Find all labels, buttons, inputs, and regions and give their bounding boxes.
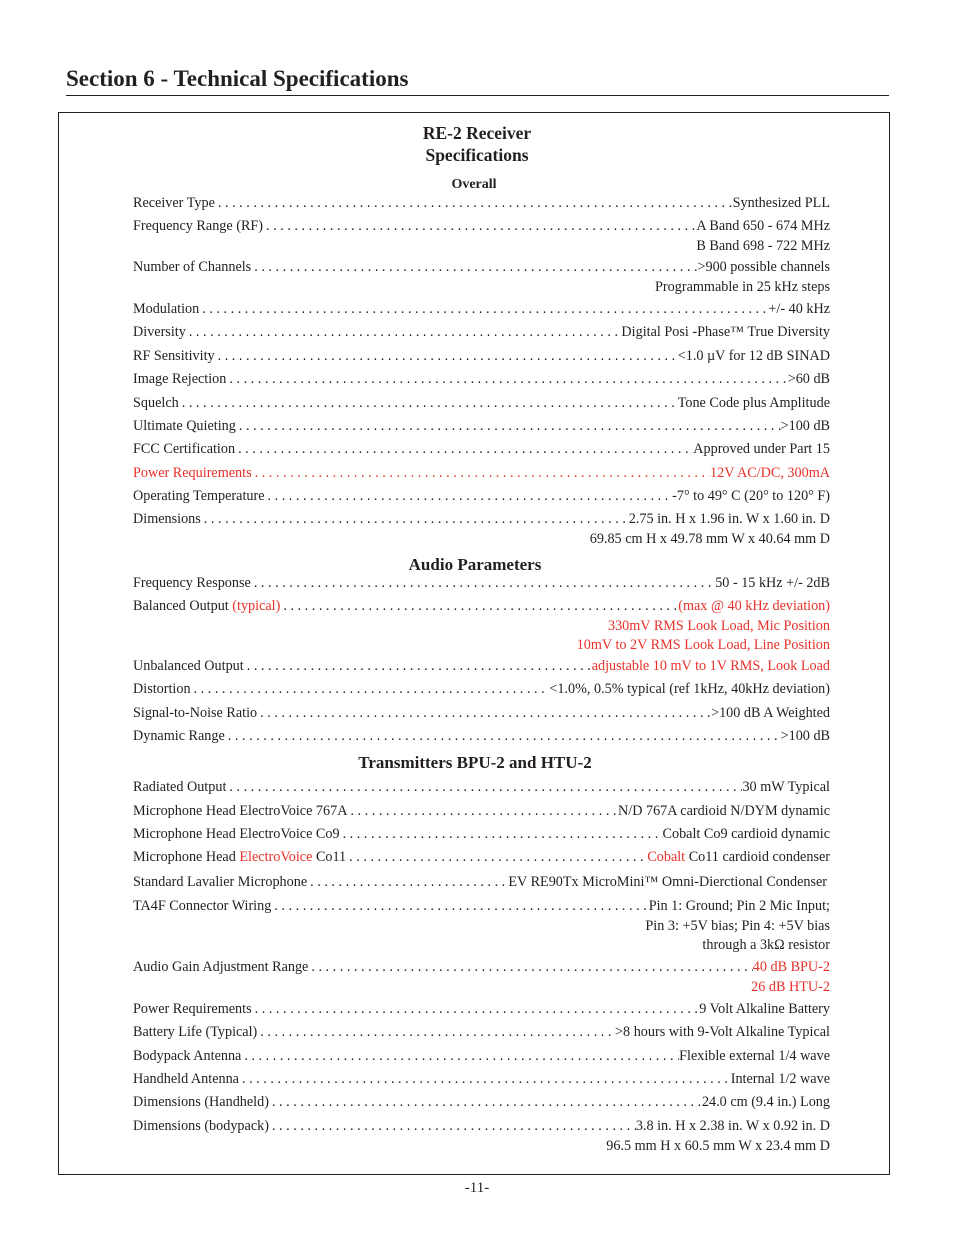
spec-label: Frequency Range (RF) (133, 218, 264, 234)
spec-label-brand: ElectroVoice (239, 849, 313, 865)
spec-label: Dimensions (bodypack) (133, 1118, 269, 1134)
receiver-heading-line-1: RE-2 Receiver (422, 123, 532, 143)
spec-label: Battery Life (Typical) (133, 1024, 258, 1040)
title-divider (66, 95, 889, 96)
spec-value-brand: Cobalt (647, 849, 686, 865)
leader-dots (236, 417, 781, 437)
spec-label: Unbalanced Output (133, 658, 244, 674)
receiver-heading-line-2: Specifications (425, 145, 529, 165)
spec-label-text: Microphone Head (133, 849, 236, 865)
spec-value: Approved under Part 15 (693, 441, 830, 457)
leader-dots (347, 802, 618, 822)
leader-dots (215, 194, 733, 214)
leader-dots (257, 1023, 615, 1043)
spec-value: 9 Volt Alkaline Battery (699, 1001, 830, 1017)
audio-parameters-heading: Audio Parameters (408, 555, 542, 574)
spec-value-continued: 330mV RMS Look Load, Mic Position (607, 617, 830, 634)
leader-dots (252, 464, 710, 484)
spec-row-balanced-output (133, 597, 830, 656)
spec-value-continued: 26 dB HTU-2 (751, 978, 830, 995)
page-number: -11- (464, 1180, 490, 1196)
spec-label: Power Requirements (133, 465, 252, 481)
spec-value-text: Co11 cardioid condenser (688, 849, 830, 865)
spec-value: >100 dB A Weighted (711, 705, 830, 721)
spec-value-continued: Programmable in 25 kHz steps (655, 278, 830, 295)
spec-row-ultimate-quieting (133, 417, 830, 437)
spec-row-dimensions-bodypack (133, 1117, 830, 1156)
spec-value-continued: 96.5 mm H x 60.5 mm W x 23.4 mm D (606, 1137, 830, 1154)
leader-dots (269, 1117, 636, 1137)
spec-row-lavalier (133, 873, 827, 893)
spec-value: Internal 1/2 wave (730, 1071, 830, 1087)
spec-label: Power Requirements (133, 1001, 252, 1017)
spec-row-radiated-output (133, 778, 830, 798)
spec-row-mic-head-767a (133, 802, 830, 822)
spec-label: Handheld Antenna (133, 1071, 239, 1087)
spec-value: N/D 767A cardioid N/DYM dynamic (618, 803, 830, 819)
spec-row-number-of-channels (133, 258, 830, 297)
spec-value: >100 dB (780, 728, 830, 744)
leader-dots (199, 300, 768, 320)
spec-value: >60 dB (787, 371, 830, 387)
spec-value: 2.75 in. H x 1.96 in. W x 1.60 in. D (628, 511, 830, 527)
overall-heading: Overall (451, 177, 497, 192)
spec-row-dimensions-handheld (133, 1093, 830, 1113)
leader-dots (251, 574, 715, 594)
spec-label-text: Balanced Output (133, 598, 229, 614)
spec-label: Receiver Type (133, 195, 215, 211)
spec-row-unbalanced-output (133, 657, 830, 677)
spec-label: Ultimate Quieting (133, 418, 236, 434)
spec-label: Dimensions (133, 511, 201, 527)
leader-dots (340, 825, 663, 845)
leader-dots (201, 510, 629, 530)
spec-value: 24.0 cm (9.4 in.) Long (701, 1094, 830, 1110)
spec-value-continued: 69.85 cm H x 49.78 mm W x 40.64 mm D (589, 530, 830, 547)
leader-dots (265, 487, 673, 507)
spec-row-audio-gain (133, 958, 830, 997)
spec-label (133, 848, 346, 868)
spec-label: Squelch (133, 395, 179, 411)
spec-label: Operating Temperature (133, 488, 265, 504)
spec-label: Radiated Output (133, 779, 227, 795)
spec-row-rf-sensitivity (133, 347, 830, 367)
spec-label: Dimensions (Handheld) (133, 1094, 269, 1110)
leader-dots (263, 217, 696, 237)
spec-label: Modulation (133, 301, 200, 317)
leader-dots (241, 1047, 679, 1067)
leader-dots (215, 347, 678, 367)
spec-value: 3.8 in. H x 2.38 in. W x 0.92 in. D (635, 1118, 830, 1134)
spec-label: Image Rejection (133, 371, 227, 387)
leader-dots (269, 1093, 702, 1113)
spec-label: RF Sensitivity (133, 348, 215, 364)
spec-label: FCC Certification (133, 441, 236, 457)
leader-dots (244, 657, 592, 677)
spec-row-distortion (133, 680, 830, 700)
leader-dots (179, 394, 678, 414)
spec-value-continued: 10mV to 2V RMS Look Load, Line Position (576, 637, 830, 653)
spec-value (647, 848, 830, 868)
spec-value: A Band 650 - 674 MHz (696, 218, 830, 234)
spec-value: Tone Code plus Amplitude (677, 395, 830, 411)
spec-row-handheld-antenna (133, 1070, 830, 1090)
transmitters-heading: Transmitters BPU-2 and HTU-2 (358, 753, 592, 772)
leader-dots (280, 597, 678, 617)
spec-value-continued: B Band 698 - 722 MHz (696, 237, 830, 254)
spec-value: >900 possible channels (697, 259, 830, 275)
spec-value-continued: through a 3kΩ resistor (702, 937, 830, 953)
spec-row-frequency-response (133, 574, 830, 594)
spec-value: 40 dB BPU-2 (752, 959, 830, 975)
spec-label: Standard Lavalier Microphone (133, 874, 308, 890)
leader-dots (271, 897, 648, 917)
leader-dots (346, 848, 647, 868)
spec-label: Frequency Response (133, 575, 251, 591)
leader-dots (191, 680, 550, 700)
spec-value: 12V AC/DC, 300mA (710, 465, 830, 481)
spec-row-battery-life (133, 1023, 830, 1043)
leader-dots (307, 873, 508, 893)
spec-row-signal-to-noise (133, 704, 830, 724)
spec-label: Signal-to-Noise Ratio (133, 705, 258, 721)
spec-value: >8 hours with 9-Volt Alkaline Typical (615, 1024, 830, 1040)
spec-value: Synthesized PLL (732, 195, 830, 211)
leader-dots (257, 704, 711, 724)
spec-label: Distortion (133, 681, 191, 697)
spec-label (133, 597, 280, 617)
spec-row-dynamic-range (133, 727, 830, 747)
spec-value: <1.0%, 0.5% typical (ref 1kHz, 40kHz deviation) (549, 681, 830, 697)
spec-row-tx-power-requirements (133, 1000, 830, 1020)
spec-value: Digital Posi -Phase™ True Diversity (621, 324, 830, 340)
spec-label: Diversity (133, 324, 186, 340)
spec-row-frequency-range (133, 217, 830, 256)
leader-dots (252, 1000, 700, 1020)
spec-row-modulation (133, 300, 830, 320)
spec-label: Microphone Head ElectroVoice Co9 (133, 826, 340, 842)
spec-row-power-requirements (133, 464, 830, 484)
spec-row-dimensions (133, 510, 830, 549)
leader-dots (239, 1070, 731, 1090)
spec-row-mic-head-co11 (133, 848, 830, 868)
spec-label: Bodypack Antenna (133, 1048, 242, 1064)
spec-row-squelch (133, 394, 830, 414)
spec-row-ta4f-wiring (133, 897, 830, 956)
spec-row-diversity (133, 323, 830, 343)
leader-dots (226, 778, 742, 798)
section-title: Section 6 - Technical Specifications (66, 66, 409, 91)
spec-value: 30 mW Typical (742, 779, 830, 795)
leader-dots (235, 440, 693, 460)
spec-value: >100 dB (780, 418, 830, 434)
spec-row-image-rejection (133, 370, 830, 390)
spec-label: Dynamic Range (133, 728, 225, 744)
spec-value: EV RE90Tx MicroMini™ Omni-Dierctional Condenser (508, 874, 827, 890)
spec-value: Pin 1: Ground; Pin 2 Mic Input; (648, 898, 830, 914)
spec-value: +/- 40 kHz (768, 301, 830, 317)
spec-label: Audio Gain Adjustment Range (133, 959, 309, 975)
spec-value: adjustable 10 mV to 1V RMS, Look Load (591, 658, 830, 674)
spec-value: (max @ 40 kHz deviation) (678, 598, 830, 614)
spec-value: Cobalt Co9 cardioid dynamic (662, 826, 830, 842)
spec-label: Number of Channels (133, 259, 252, 275)
spec-row-mic-head-co9 (133, 825, 830, 845)
leader-dots (226, 370, 787, 390)
leader-dots (251, 258, 697, 278)
leader-dots (308, 958, 752, 978)
spec-value: -7° to 49° C (20° to 120° F) (672, 488, 830, 504)
spec-value: Flexible external 1/4 wave (679, 1048, 830, 1064)
spec-label-note: (typical) (232, 598, 281, 614)
spec-value-continued: Pin 3: +5V bias; Pin 4: +5V bias (645, 917, 830, 934)
spec-row-receiver-type (133, 194, 830, 214)
spec-label-model: Co11 (315, 849, 347, 865)
leader-dots (225, 727, 781, 747)
spec-label: Microphone Head ElectroVoice 767A (133, 803, 348, 819)
spec-value: 50 - 15 kHz +/- 2dB (715, 575, 830, 591)
spec-row-bodypack-antenna (133, 1047, 830, 1067)
leader-dots (186, 323, 622, 343)
receiver-heading (0, 122, 954, 166)
spec-label: TA4F Connector Wiring (133, 898, 272, 914)
spec-row-fcc-certification (133, 440, 830, 460)
spec-row-operating-temperature (133, 487, 830, 507)
spec-value: <1.0 µV for 12 dB SINAD (677, 348, 830, 364)
